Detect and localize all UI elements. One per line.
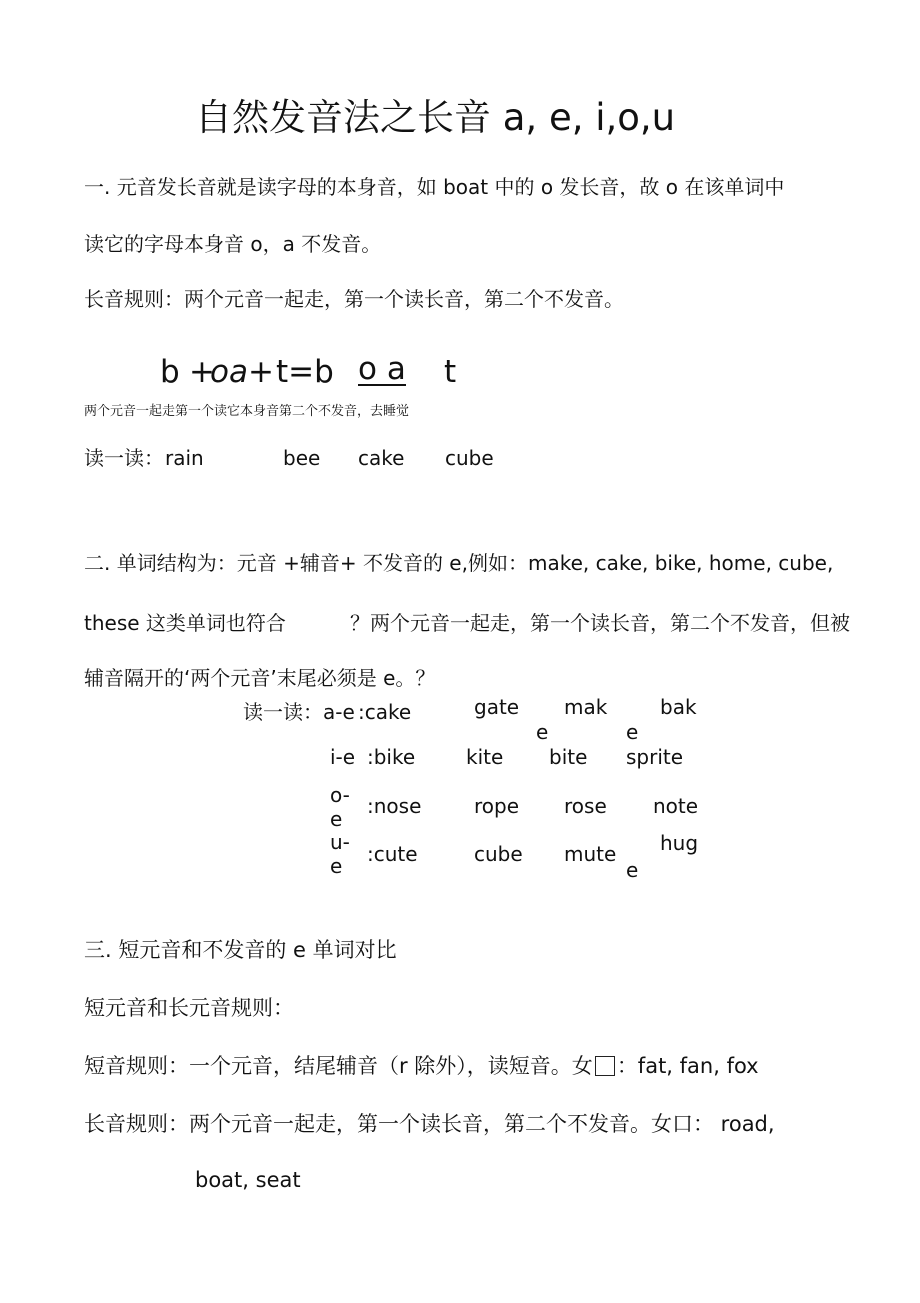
section2-line3: 辅音隔开的‘两个元音’末尾必须是 e。？: [84, 666, 436, 690]
table-word: gate: [474, 695, 520, 719]
table-word: sprite: [626, 745, 684, 769]
table-word: mute: [564, 842, 617, 866]
table-word: hug: [660, 831, 699, 855]
formula-plus-1: +: [189, 354, 215, 390]
table-word: :nose: [367, 794, 422, 818]
table-word: :cake: [358, 700, 412, 724]
formula-t-equals-b: t=b: [276, 354, 334, 390]
formula-plus-2: +: [248, 354, 274, 390]
clipped-e-mark: e: [626, 720, 639, 744]
formula-oa-underlined: o a: [358, 351, 406, 387]
vowel-pattern: i-e: [330, 745, 356, 769]
short-rule-text: 短音规则：一个元音，结尾辅音（r 除外），读短音。女: [84, 1054, 593, 1078]
read-word: bee: [283, 446, 321, 470]
read-label-2: 读一读：: [243, 700, 323, 724]
formula-b: b: [160, 354, 180, 390]
section1-rule: 长音规则：两个元音一起走，第一个读长音，第二个不发音。: [84, 287, 624, 311]
read-word: cake: [358, 446, 405, 470]
section2-line2b: ？两个元音一起走，第一个读长音，第二个不发音，但被: [350, 611, 850, 635]
long-rule: 长音规则：两个元音一起走，第一个读长音，第二个不发音。女口： road,: [84, 1112, 775, 1136]
long-rule-continued: boat, seat: [195, 1168, 301, 1192]
vowel-pattern: a-e: [323, 700, 355, 724]
section1-line2: 读它的字母本身音 o，a 不发音。: [84, 232, 382, 256]
formula-oa: oa: [210, 354, 248, 390]
table-word: bite: [549, 745, 588, 769]
section2-line2a: these 这类单词也符合: [84, 611, 286, 635]
table-word: bak: [660, 695, 697, 719]
clipped-e-mark: e: [536, 720, 549, 744]
read-word: rain: [165, 446, 204, 470]
section3-subheading: 短元音和长元音规则：: [84, 996, 294, 1020]
table-word: rope: [474, 794, 520, 818]
section2-line1: 二. 单词结构为：元音 +辅音+ 不发音的 e,例如：make, cake, bike, home, cube,: [84, 551, 834, 575]
section1-line1: 一. 元音发长音就是读字母的本身音，如 boat 中的 o 发长音，故 o 在该单词中: [84, 175, 785, 199]
read-word: cube: [445, 446, 494, 470]
table-word: :cute: [367, 842, 418, 866]
formula-t: t: [444, 354, 457, 390]
short-rule: [84, 1054, 759, 1078]
vowel-pattern: o-e: [330, 783, 350, 831]
table-word: rose: [564, 794, 607, 818]
vowel-pattern-clip: [330, 830, 356, 878]
table-word: cube: [474, 842, 523, 866]
missing-glyph-box: [595, 1056, 615, 1076]
table-word: note: [653, 794, 699, 818]
table-word: :bike: [367, 745, 416, 769]
short-rule-examples: ：fat, fan, fox: [616, 1054, 759, 1078]
section3-heading: 三. 短元音和不发音的 e 单词对比: [84, 938, 397, 962]
vowel-pattern: u-e: [330, 830, 350, 878]
read-label-1: 读一读：: [84, 446, 164, 470]
page-title: 自然发音法之长音 a, e, i,o,u: [195, 96, 676, 139]
table-word: mak: [564, 695, 608, 719]
formula-caption: 两个元音一起走第一个读它本身音第二个不发音，去睡觉: [84, 404, 410, 419]
table-word: kite: [466, 745, 504, 769]
clipped-e-mark: e: [626, 858, 639, 882]
